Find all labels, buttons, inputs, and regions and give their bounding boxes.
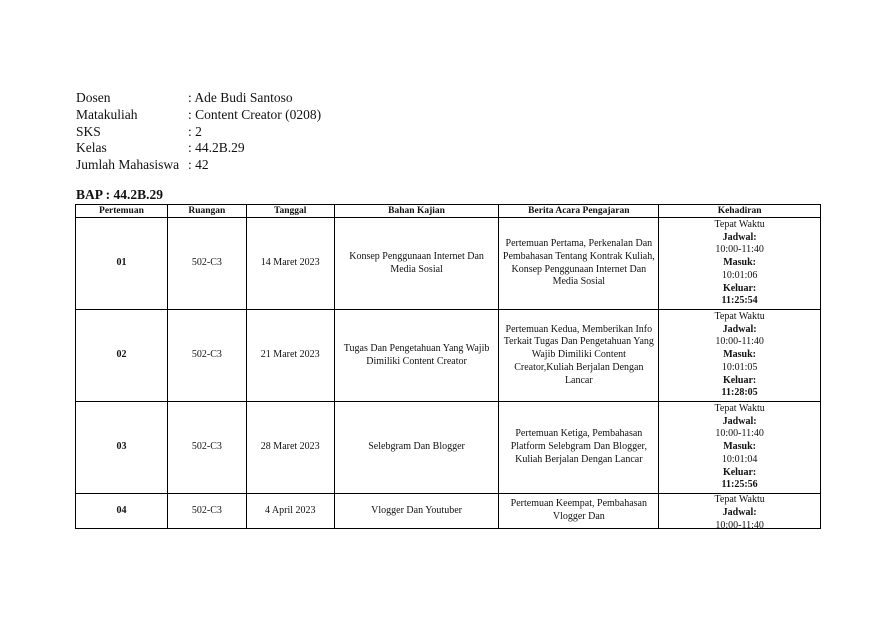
bap-title: BAP : 44.2B.29 xyxy=(76,187,164,202)
ruangan-cell: 502-C3 xyxy=(167,402,246,494)
kelas-label: Kelas xyxy=(76,140,107,156)
matakuliah-label: Matakuliah xyxy=(76,106,138,122)
jadwal-value: 10:00-11:40 xyxy=(715,519,764,528)
table-row xyxy=(76,402,821,494)
berita-acara-text: Pertemuan Keempat, Pembahasan Vlogger Dan xyxy=(510,498,647,522)
jadwal-label: Jadwal: xyxy=(722,506,757,518)
berita-acara-cell: Pertemuan Kedua, Memberikan Info Terkait Tugas Dan Pengetahuan Yang Wajib Dimiliki Content Creator,Kuliah Berjalan Dengan Lancar xyxy=(499,310,659,402)
keluar-label: Keluar: xyxy=(722,466,757,478)
masuk-label: Masuk: xyxy=(723,441,756,453)
bahan-kajian-cell: Tugas Dan Pengetahuan Yang Wajib Dimiliki Content Creator xyxy=(334,310,499,402)
jadwal-value: 10:00-11:40 xyxy=(715,428,764,440)
kehadiran-cell xyxy=(659,494,821,529)
pertemuan-cell: 03 xyxy=(76,402,168,494)
bap-table xyxy=(75,204,821,529)
masuk-label: Masuk: xyxy=(723,349,756,361)
jadwal-label: Jadwal: xyxy=(722,415,757,427)
header-pertemuan: Pertemuan xyxy=(76,205,168,218)
header-ruangan: Ruangan xyxy=(167,205,246,218)
kehadiran-cell xyxy=(659,402,821,494)
masuk-value: 10:01:05 xyxy=(721,361,758,373)
masuk-value: 10:01:04 xyxy=(721,453,758,465)
kelas-value: : 44.2B.29 xyxy=(188,140,245,156)
jumlah-value: : 42 xyxy=(188,157,209,173)
info-row-dosen xyxy=(76,90,321,107)
ruangan-cell: 502-C3 xyxy=(167,494,246,529)
table-row xyxy=(76,310,821,402)
attendance-status: Tepat Waktu xyxy=(714,218,765,230)
course-info xyxy=(76,90,321,174)
bahan-kajian-cell: Selebgram Dan Blogger xyxy=(334,402,499,494)
jumlah-label: Jumlah Mahasiswa xyxy=(76,157,180,173)
keluar-value: 11:25:56 xyxy=(721,479,758,491)
kehadiran-cell xyxy=(659,218,821,310)
keluar-value: 11:25:54 xyxy=(721,295,758,307)
berita-acara-clip xyxy=(502,494,655,528)
dosen-value: : Ade Budi Santoso xyxy=(188,90,293,105)
header-berita-acara: Berita Acara Pengajaran xyxy=(499,205,659,218)
tanggal-cell: 28 Maret 2023 xyxy=(246,402,334,494)
kehadiran-cell xyxy=(659,310,821,402)
jadwal-value: 10:00-11:40 xyxy=(715,336,764,348)
jadwal-label: Jadwal: xyxy=(722,323,757,335)
keluar-value: 11:28:05 xyxy=(721,387,758,399)
table-row xyxy=(76,218,821,310)
bahan-kajian-cell: Konsep Penggunaan Internet Dan Media Sosial xyxy=(334,218,499,310)
ruangan-cell: 502-C3 xyxy=(167,310,246,402)
ruangan-cell: 502-C3 xyxy=(167,218,246,310)
kehadiran-clip xyxy=(662,494,817,528)
info-row-jumlah xyxy=(76,157,321,174)
keluar-label: Keluar: xyxy=(722,282,757,294)
table-row xyxy=(76,494,821,529)
sks-label: SKS xyxy=(76,123,101,139)
bahan-kajian-cell: Vlogger Dan Youtuber xyxy=(334,494,499,529)
keluar-label: Keluar: xyxy=(722,374,757,386)
header-tanggal: Tanggal xyxy=(246,205,334,218)
info-row-sks xyxy=(76,124,321,141)
header-bahan-kajian: Bahan Kajian xyxy=(334,205,499,218)
attendance-status: Tepat Waktu xyxy=(714,494,765,505)
info-row-matakuliah xyxy=(76,107,321,124)
pertemuan-cell: 02 xyxy=(76,310,168,402)
sks-value: : 2 xyxy=(188,123,202,139)
tanggal-cell: 4 April 2023 xyxy=(246,494,334,529)
tanggal-cell: 14 Maret 2023 xyxy=(246,218,334,310)
berita-acara-cell: Pertemuan Pertama, Perkenalan Dan Pembahasan Tentang Kontrak Kuliah, Konsep Penggunaan Internet Dan Media Sosial xyxy=(499,218,659,310)
table-header-row xyxy=(76,205,821,218)
berita-acara-cell xyxy=(499,494,659,529)
tanggal-cell: 21 Maret 2023 xyxy=(246,310,334,402)
masuk-label: Masuk: xyxy=(723,257,756,269)
pertemuan-cell: 04 xyxy=(76,494,168,529)
pertemuan-cell: 01 xyxy=(76,218,168,310)
attendance-status: Tepat Waktu xyxy=(714,310,765,322)
attendance-status: Tepat Waktu xyxy=(714,402,765,414)
matakuliah-value: : Content Creator (0208) xyxy=(188,106,322,122)
header-kehadiran: Kehadiran xyxy=(659,205,821,218)
berita-acara-cell: Pertemuan Ketiga, Pembahasan Platform Selebgram Dan Blogger, Kuliah Berjalan Dengan Lancar xyxy=(499,402,659,494)
jadwal-label: Jadwal: xyxy=(722,231,757,243)
masuk-value: 10:01:06 xyxy=(721,269,758,281)
info-row-kelas xyxy=(76,140,321,157)
jadwal-value: 10:00-11:40 xyxy=(715,244,764,256)
dosen-label: Dosen xyxy=(76,90,111,105)
